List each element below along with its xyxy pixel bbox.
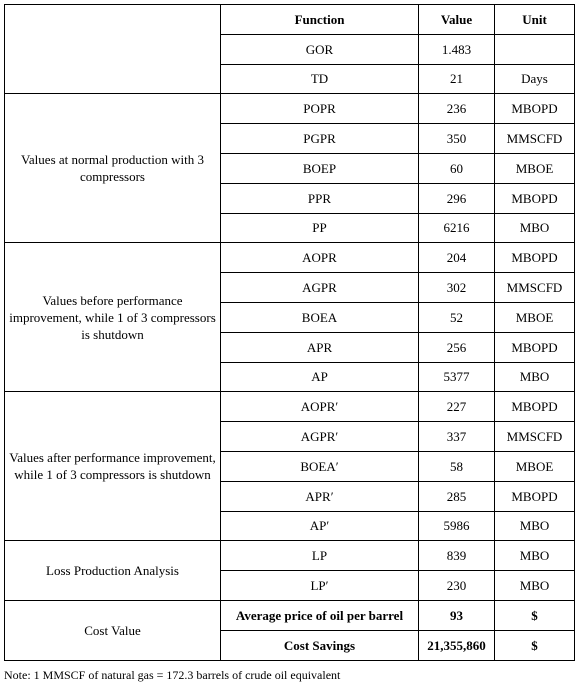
- function-cell: PGPR: [221, 124, 419, 154]
- value-cell: 302: [419, 273, 495, 303]
- results-table: [4, 4, 575, 661]
- unit-cell: MBO: [495, 511, 575, 541]
- function-cell: TD: [221, 64, 419, 94]
- function-cell: POPR: [221, 94, 419, 124]
- group-label-before-improvement: Values before performance improvement, while 1 of 3 compressors is shutdown: [5, 243, 221, 392]
- function-cell: PPR: [221, 183, 419, 213]
- group-label-normal-production: Values at normal production with 3 compressors: [5, 94, 221, 243]
- unit-cell: MBO: [495, 362, 575, 392]
- value-cell: 256: [419, 332, 495, 362]
- unit-cell: Days: [495, 64, 575, 94]
- value-cell: 350: [419, 124, 495, 154]
- function-cell: PP: [221, 213, 419, 243]
- unit-cell: MBOE: [495, 153, 575, 183]
- function-cell: Average price of oil per barrel: [221, 600, 419, 630]
- value-cell: 236: [419, 94, 495, 124]
- value-cell: 21,355,860: [419, 630, 495, 660]
- value-cell: 230: [419, 571, 495, 601]
- table-row: [5, 392, 575, 422]
- function-cell: GOR: [221, 34, 419, 64]
- value-cell: 839: [419, 541, 495, 571]
- unit-cell: MBOPD: [495, 481, 575, 511]
- function-cell: LP′: [221, 571, 419, 601]
- unit-cell: [495, 34, 575, 64]
- function-cell: AGPR: [221, 273, 419, 303]
- table-note: Note: 1 MMSCF of natural gas = 172.3 barrels of crude oil equivalent: [4, 668, 341, 682]
- unit-cell: MBOPD: [495, 392, 575, 422]
- value-cell: 5986: [419, 511, 495, 541]
- function-cell: AOPR: [221, 243, 419, 273]
- function-cell: APR: [221, 332, 419, 362]
- function-cell: AGPR′: [221, 422, 419, 452]
- unit-cell: MBOPD: [495, 183, 575, 213]
- table-row: [5, 600, 575, 630]
- table-row: [5, 541, 575, 571]
- unit-cell: MMSCFD: [495, 124, 575, 154]
- function-cell: BOEP: [221, 153, 419, 183]
- unit-cell: MBOPD: [495, 332, 575, 362]
- function-cell: APR′: [221, 481, 419, 511]
- unit-cell: $: [495, 600, 575, 630]
- value-cell: 227: [419, 392, 495, 422]
- unit-cell: MBOE: [495, 302, 575, 332]
- function-cell: LP: [221, 541, 419, 571]
- value-cell: 285: [419, 481, 495, 511]
- unit-cell: MBO: [495, 541, 575, 571]
- unit-cell: MBO: [495, 571, 575, 601]
- header-value: Value: [419, 5, 495, 35]
- unit-cell: MMSCFD: [495, 273, 575, 303]
- header-function: Function: [221, 5, 419, 35]
- value-cell: 60: [419, 153, 495, 183]
- value-cell: 5377: [419, 362, 495, 392]
- header-row: [5, 5, 575, 35]
- table-row: [5, 94, 575, 124]
- unit-cell: $: [495, 630, 575, 660]
- group-label-cost-value: Cost Value: [5, 600, 221, 660]
- function-cell: BOEA′: [221, 451, 419, 481]
- function-cell: Cost Savings: [221, 630, 419, 660]
- unit-cell: MBO: [495, 213, 575, 243]
- header-unit: Unit: [495, 5, 575, 35]
- value-cell: 52: [419, 302, 495, 332]
- blank-corner-cell: [5, 5, 221, 94]
- group-label-loss-production: Loss Production Analysis: [5, 541, 221, 601]
- value-cell: 1.483: [419, 34, 495, 64]
- value-cell: 58: [419, 451, 495, 481]
- value-cell: 6216: [419, 213, 495, 243]
- function-cell: AP: [221, 362, 419, 392]
- function-cell: AOPR′: [221, 392, 419, 422]
- unit-cell: MMSCFD: [495, 422, 575, 452]
- value-cell: 93: [419, 600, 495, 630]
- value-cell: 204: [419, 243, 495, 273]
- function-cell: AP′: [221, 511, 419, 541]
- function-cell: BOEA: [221, 302, 419, 332]
- unit-cell: MBOPD: [495, 243, 575, 273]
- unit-cell: MBOE: [495, 451, 575, 481]
- table-row: [5, 243, 575, 273]
- value-cell: 21: [419, 64, 495, 94]
- group-label-after-improvement: Values after performance improvement, while 1 of 3 compressors is shutdown: [5, 392, 221, 541]
- unit-cell: MBOPD: [495, 94, 575, 124]
- value-cell: 337: [419, 422, 495, 452]
- value-cell: 296: [419, 183, 495, 213]
